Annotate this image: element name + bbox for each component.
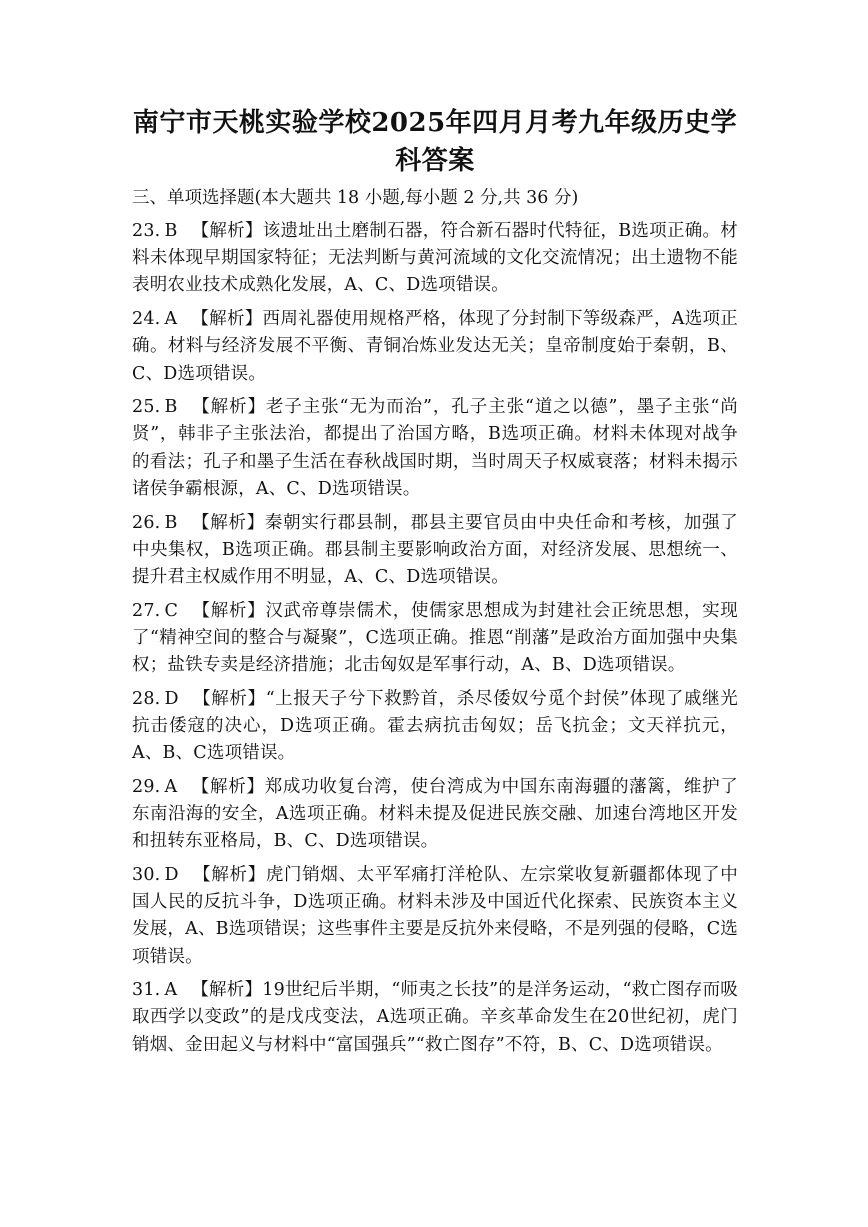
answer-choice: A xyxy=(164,309,178,330)
answer-item xyxy=(132,510,738,592)
analysis-text: 西周礼器使用规格严格，体现了分封制下等级森严，A选项正确。材料与经济发展不平衡、青铜冶炼业发达无关；皇帝制度始于秦朝，B、C、D选项错误。 xyxy=(132,309,738,384)
analysis-tag: 【解析】 xyxy=(192,688,266,709)
answer-choice: C xyxy=(164,600,179,621)
analysis-text: 该遗址出土磨制石器，符合新石器时代特征，B选项正确。材料未体现早期国家特征；无法判断与黄河流域的文化交流情况；出土遗物不能表明农业技术成熟化发展，A、C、D选项错误。 xyxy=(132,221,738,296)
question-number: 23. xyxy=(132,221,161,241)
answer-item xyxy=(132,218,738,300)
answer-item xyxy=(132,598,738,680)
analysis-text: 虎门销烟、太平军痛打洋枪队、左宗棠收复新疆都体现了中国人民的反抗斗争，D选项正确。材料未涉及中国近代化探索、民族资本主义发展，A、B选项错误；这些事件主要是反抗外来侵略，不是列强的侵略，C选项错误。 xyxy=(132,864,738,967)
analysis-tag: 【解析】 xyxy=(191,221,263,241)
question-number: 28. xyxy=(132,688,161,709)
answer-choice: B xyxy=(164,512,178,533)
analysis-tag: 【解析】 xyxy=(191,309,263,330)
answer-item xyxy=(132,686,738,768)
question-number: 24. xyxy=(132,309,161,330)
question-number: 31. xyxy=(132,980,161,1001)
answer-item xyxy=(132,774,738,856)
answer-choice: B xyxy=(164,397,178,418)
answer-list xyxy=(132,218,738,1059)
question-number: 26. xyxy=(132,512,161,533)
answer-item xyxy=(132,306,738,388)
analysis-text: 郑成功收复台湾，使台湾成为中国东南海疆的藩篱，维护了东南沿海的安全，A选项正确。材料未提及促进民族交融、加速台湾地区开发和扭转东亚格局，B、C、D选项错误。 xyxy=(132,776,738,852)
analysis-text: 老子主张“无为而治”，孔子主张“道之以德”，墨子主张“尚贤”，韩非子主张法治，都提出了治国方略，B选项正确。材料未体现对战争的看法；孔子和墨子生活在春秋战国时期，当时周天子权威衰落；材料未揭示诸侯争霸根源，A、C、D选项错误。 xyxy=(132,397,738,499)
answer-choice: D xyxy=(164,688,179,709)
analysis-tag: 【解析】 xyxy=(191,512,265,533)
document-title xyxy=(124,104,746,180)
answer-item xyxy=(132,977,738,1059)
analysis-text: 汉武帝尊崇儒术，使儒家思想成为封建社会正统思想，实现了“精神空间的整合与凝聚”，C选项正确。推恩“削藩”是政治方面加强中央集权；盐铁专卖是经济措施；北击匈奴是军事行动，A、B、D选项错误。 xyxy=(132,600,738,676)
analysis-tag: 【解析】 xyxy=(191,980,263,1001)
question-number: 30. xyxy=(132,864,161,885)
answer-choice: D xyxy=(164,864,179,885)
question-number: 29. xyxy=(132,776,161,797)
analysis-text: 19世纪后半期，“师夷之长技”的是洋务运动，“救亡图存而吸取西学以变政”的是戊戌变法，A选项正确。辛亥革命发生在20世纪初，虎门销烟、金田起义与材料中“富国强兵”“救亡图存”不符，B、C、D选项错误。 xyxy=(132,980,738,1055)
analysis-tag: 【解析】 xyxy=(191,397,266,418)
answer-choice: B xyxy=(164,221,178,241)
analysis-tag: 【解析】 xyxy=(192,600,266,621)
answer-sheet-page xyxy=(132,104,738,1065)
analysis-text: “上报天子兮下救黔首，杀尽倭奴兮觅个封侯”体现了戚继光抗击倭寇的决心，D选项正确。霍去病抗击匈奴；岳飞抗金；文天祥抗元，A、B、C选项错误。 xyxy=(132,688,738,764)
title-line-1: 南宁市天桃实验学校2025年四月月考九年级历史学 xyxy=(132,108,738,138)
answer-choice: A xyxy=(164,776,178,797)
title-line-2: 科答案 xyxy=(395,146,475,176)
answer-choice: A xyxy=(164,980,178,1001)
answer-item xyxy=(132,394,738,503)
analysis-tag: 【解析】 xyxy=(192,864,266,885)
answer-item xyxy=(132,862,738,971)
section-heading: 三、单项选择题(本大题共 18 小题,每小题 2 分,共 36 分) xyxy=(132,188,579,208)
question-number: 25. xyxy=(132,397,161,418)
question-number: 27. xyxy=(132,600,161,621)
analysis-tag: 【解析】 xyxy=(191,776,265,797)
analysis-text: 秦朝实行郡县制，郡县主要官员由中央任命和考核，加强了中央集权，B选项正确。郡县制主要影响政治方面，对经济发展、思想统一、提升君主权威作用不明显，A、C、D选项错误。 xyxy=(132,512,738,587)
